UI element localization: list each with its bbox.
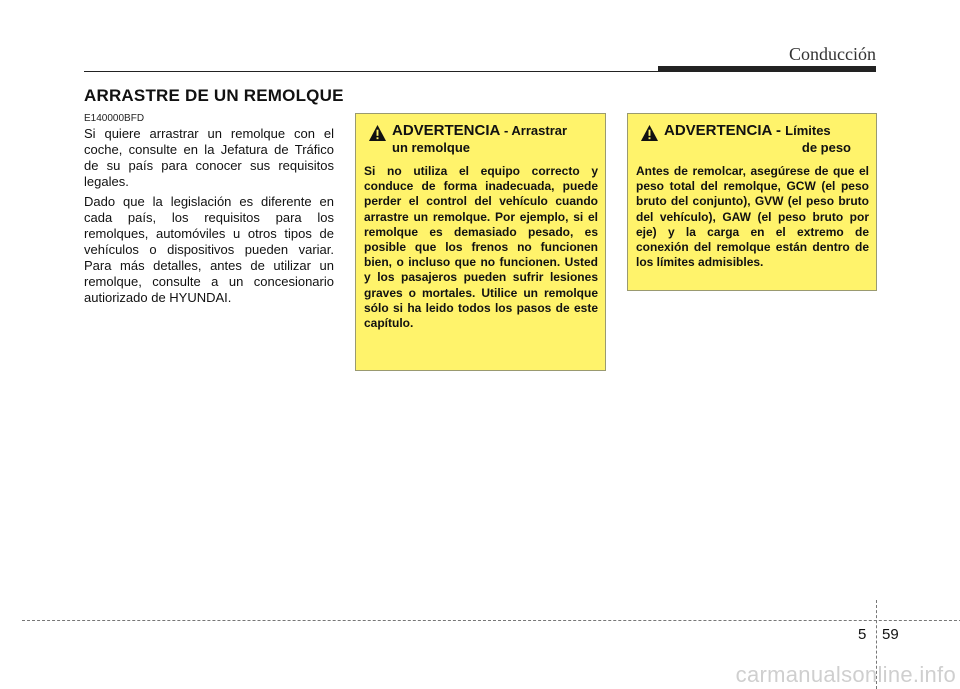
warning-heading <box>364 122 598 160</box>
body-text <box>84 126 334 310</box>
chapter-title: Conducción <box>789 44 876 64</box>
section-title: ARRASTRE DE UN REMOLQUE <box>84 86 344 105</box>
warning-box-trailer <box>355 113 606 371</box>
chapter-number: 5 <box>858 626 867 643</box>
footer-rule <box>22 620 960 621</box>
warning-triangle-icon <box>640 124 659 142</box>
warning-label: ADVERTENCIA <box>392 122 501 139</box>
header-rule-accent <box>658 66 876 72</box>
warning-subtitle-line2: un remolque <box>392 140 471 155</box>
warning-separator: - <box>500 123 512 138</box>
page-number: 59 <box>882 626 899 643</box>
body-paragraph: Dado que la legislación es diferente en cada país, los requisitos para los remolques, automóviles u otros tipos de vehículos o dispositivos pueden variar. Para más detalles, antes de utilizar un remolque, consulte a un concesionario autiorizado de HYUNDAI. <box>84 194 334 305</box>
warning-heading <box>636 122 869 160</box>
warning-triangle-icon <box>368 124 387 142</box>
warning-body: Si no utiliza el equipo correcto y conduce de forma inadecuada, puede perder el control del vehículo cuando arrastre un remolque. Por ejemplo, si el remolque es demasiado pesado, es posible que los frenos no funcionen bien, o incluso que no funcionen. Usted y los pasajeros pueden sufrir lesiones graves o mortales. Utilice un remolque sólo si ha leido todos los pasos de este capítulo. <box>364 164 598 331</box>
warning-subtitle-line2: de peso <box>801 140 851 155</box>
warning-subtitle: Arrastrar <box>511 123 568 138</box>
section-code: E140000BFD <box>84 113 145 124</box>
warning-body: Antes de remolcar, asegúrese de que el peso total del remolque, GCW (el peso bruto del conjunto), GVW (el peso bruto del vehículo), GAW (el peso bruto por eje) y la carga en el extremo de conexión del remolque están dentro de los límites admisibles. <box>636 164 869 270</box>
warning-subtitle: Límites <box>785 123 831 138</box>
warning-box-weight <box>627 113 877 291</box>
warning-label: ADVERTENCIA <box>664 122 772 139</box>
header-rule <box>84 71 684 72</box>
watermark: carmanualsonline.info <box>735 662 956 687</box>
body-paragraph: Si quiere arrastrar un remolque con el coche, consulte en la Jefatura de Tráfico de su país para conocer sus requisitos legales. <box>84 126 334 189</box>
warning-separator: - <box>771 122 786 139</box>
